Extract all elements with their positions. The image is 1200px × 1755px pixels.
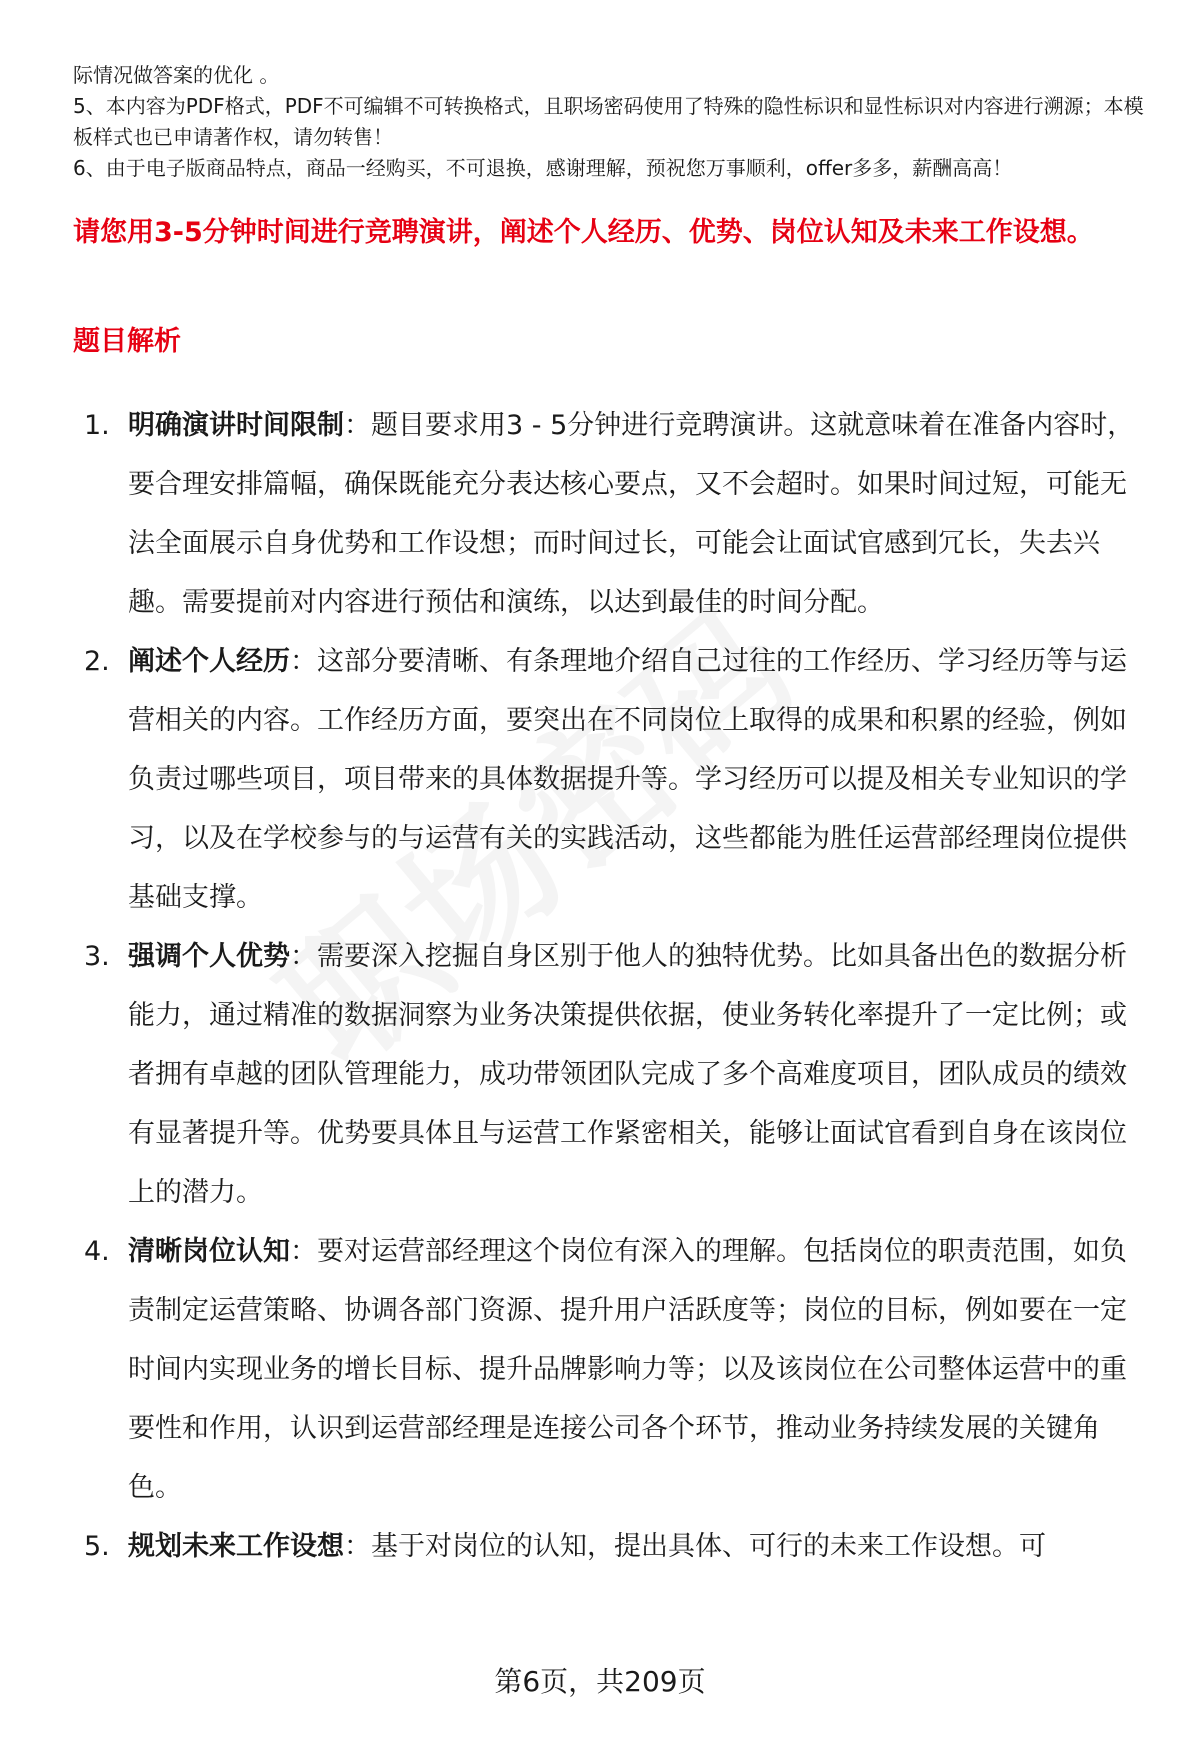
analysis-heading: 题目解析 <box>73 326 181 357</box>
list-item <box>73 1222 1153 1517</box>
intro-notes <box>73 60 1163 184</box>
list-item <box>73 396 1153 632</box>
list-item <box>73 927 1153 1222</box>
item-lead: 强调个人优势 <box>128 941 290 972</box>
item-number: 3. <box>84 941 110 972</box>
question-heading: 请您用3-5分钟时间进行竞聘演讲，阐述个人经历、优势、岗位认知及未来工作设想。 <box>73 217 1094 248</box>
item-lead: 明确演讲时间限制 <box>128 410 344 441</box>
item-text: ：基于对岗位的认知，提出具体、可行的未来工作设想。可 <box>344 1531 1046 1562</box>
item-lead: 规划未来工作设想 <box>128 1531 344 1562</box>
item-lead: 阐述个人经历 <box>128 646 290 677</box>
item-text: ：题目要求用3 - 5分钟进行竞聘演讲。这就意味着在准备内容时，要合理安排篇幅，确保既能充分表达核心要点，又不会超时。如果时间过短，可能无法全面展示自身优势和工作设想；而时间过长，可能会让面试官感到冗长，失去兴趣。需要提前对内容进行预估和演练，以达到最佳的时间分配。 <box>128 410 1135 618</box>
intro-line: 际情况做答案的优化 。 <box>73 63 280 87</box>
item-text: ：要对运营部经理这个岗位有深入的理解。包括岗位的职责范围，如负责制定运营策略、协调各部门资源、提升用户活跃度等；岗位的目标，例如要在一定时间内实现业务的增长目标、提升品牌影响力等；以及该岗位在公司整体运营中的重要性和作用，认识到运营部经理是连接公司各个环节，推动业务持续发展的关键角色。 <box>128 1236 1127 1503</box>
item-number: 5. <box>84 1531 110 1562</box>
item-lead: 清晰岗位认知 <box>128 1236 290 1267</box>
item-number: 4. <box>84 1236 110 1267</box>
page-number: 第6页，共209页 <box>494 1665 706 1698</box>
intro-line: 5、本内容为PDF格式，PDF不可编辑不可转换格式，且职场密码使用了特殊的隐性标识和显性标识对内容进行溯源；本模板样式也已申请著作权，请勿转售！ <box>73 94 1144 149</box>
item-number: 1. <box>84 410 110 441</box>
list-item <box>73 632 1153 927</box>
item-text: ：这部分要清晰、有条理地介绍自己过往的工作经历、学习经历等与运营相关的内容。工作经历方面，要突出在不同岗位上取得的成果和积累的经验，例如负责过哪些项目，项目带来的具体数据提升等。学习经历可以提及相关专业知识的学习，以及在学校参与的与运营有关的实践活动，这些都能为胜任运营部经理岗位提供基础支撑。 <box>128 646 1127 913</box>
item-text: ：需要深入挖掘自身区别于他人的独特优势。比如具备出色的数据分析能力，通过精准的数据洞察为业务决策提供依据，使业务转化率提升了一定比例；或者拥有卓越的团队管理能力，成功带领团队完成了多个高难度项目，团队成员的绩效有显著提升等。优势要具体且与运营工作紧密相关，能够让面试官看到自身在该岗位上的潜力。 <box>128 941 1127 1208</box>
analysis-list <box>73 396 1153 1576</box>
intro-line: 6、由于电子版商品特点，商品一经购买，不可退换，感谢理解，预祝您万事顺利，offer多多，薪酬高高！ <box>73 156 1013 180</box>
item-number: 2. <box>84 646 110 677</box>
list-item <box>73 1517 1153 1576</box>
